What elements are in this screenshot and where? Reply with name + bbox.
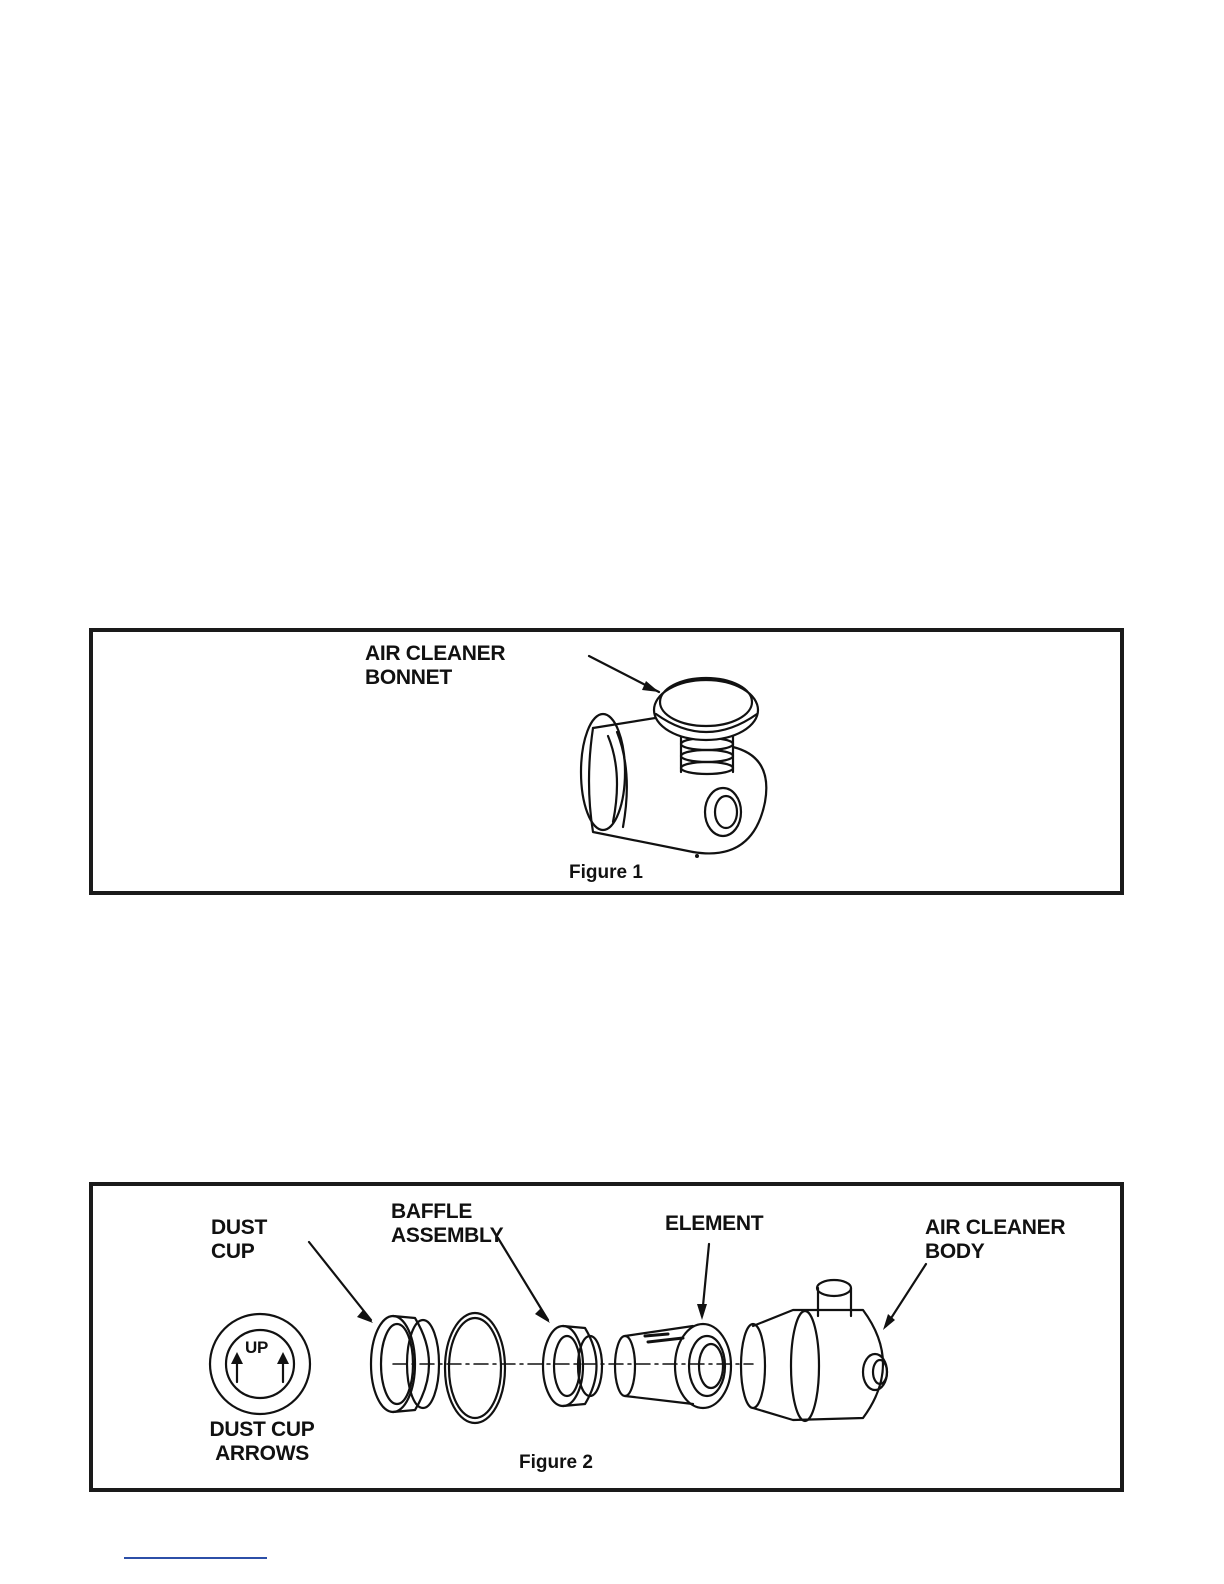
- footer-rule: [124, 1557, 267, 1559]
- baffle-line-2: ASSEMBLY: [391, 1224, 504, 1247]
- arrows-line-2: ARROWS: [215, 1442, 309, 1465]
- body-line-1: AIR CLEANER: [925, 1216, 1066, 1239]
- body-line-2: BODY: [925, 1240, 985, 1263]
- dust-cup-line-2: CUP: [211, 1240, 255, 1263]
- dust-cup-line-1: DUST: [211, 1216, 267, 1239]
- air-cleaner-body-label: [925, 1216, 1065, 1264]
- up-text: UP: [245, 1338, 269, 1357]
- figure-2-box: [89, 1182, 1124, 1492]
- label-line-1: AIR CLEANER: [365, 642, 506, 665]
- figure-1-caption: Figure 1: [569, 862, 643, 883]
- figure-2-caption: Figure 2: [519, 1452, 593, 1473]
- air-cleaner-bonnet-label: [365, 642, 505, 690]
- dust-cup-label: [211, 1216, 267, 1264]
- baffle-line-1: BAFFLE: [391, 1200, 473, 1223]
- figure-1-box: [89, 628, 1124, 895]
- arrows-line-1: DUST CUP: [209, 1418, 315, 1441]
- element-label: ELEMENT: [665, 1212, 764, 1235]
- label-line-2: BONNET: [365, 666, 452, 689]
- baffle-assembly-label: [391, 1200, 503, 1248]
- air-cleaner-bonnet-icon: [93, 632, 1120, 891]
- dust-cup-arrows-label: [199, 1418, 325, 1466]
